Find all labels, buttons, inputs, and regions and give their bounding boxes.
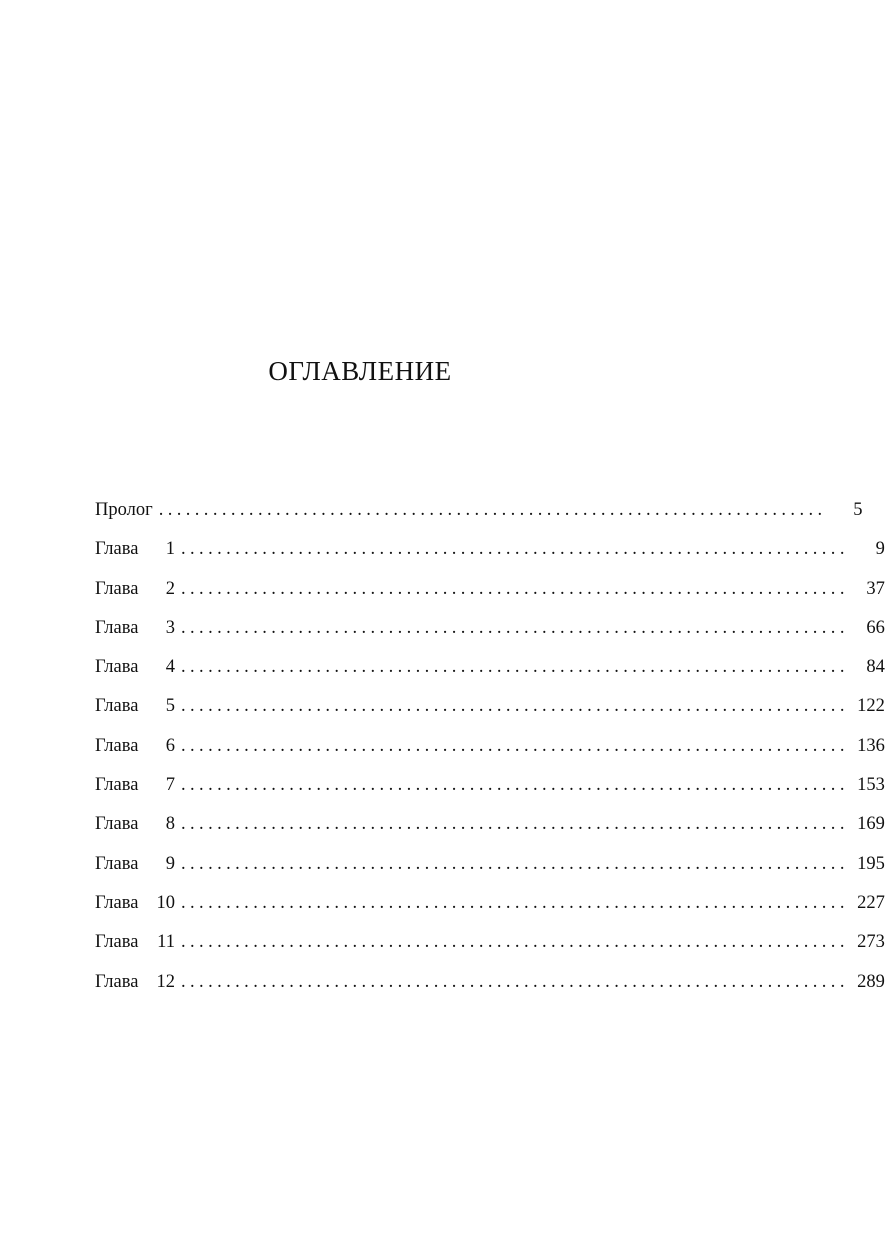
toc-entry-label: Глава	[95, 892, 139, 913]
toc-entry-label: Глава	[95, 696, 139, 717]
toc-entry-label: Глава	[95, 657, 139, 678]
toc-page-number: 84	[866, 657, 885, 678]
toc-page-number: 122	[857, 696, 885, 717]
toc-page-number: 136	[857, 735, 885, 756]
toc-entry-label: Глава	[95, 971, 139, 992]
toc-chapter-number: 8	[165, 814, 175, 835]
toc-entry-label: Глава	[95, 735, 139, 756]
toc-chapter-number: 6	[165, 735, 175, 756]
toc-entry-label: Глава	[95, 539, 139, 560]
toc-entry-prologue	[95, 497, 863, 536]
toc-chapter-number: 4	[165, 657, 175, 678]
toc-dot-leader: ..........................................................................	[181, 696, 849, 717]
toc-page-number: 227	[857, 892, 885, 913]
toc-dot-leader: ..........................................................................	[181, 735, 849, 756]
toc-page-number: 195	[857, 853, 885, 874]
page-title: ОГЛАВЛЕНИЕ	[268, 356, 452, 386]
toc-chapter-number: 1	[165, 539, 175, 560]
toc-dot-leader: ..........................................................................	[181, 617, 849, 638]
toc-dot-leader: ..........................................................................	[181, 775, 849, 796]
toc-entry-chapter-9	[95, 851, 885, 890]
toc-page-number: 169	[857, 814, 885, 835]
toc-entry-chapter-2	[95, 576, 885, 615]
toc-entry-chapter-10	[95, 890, 885, 929]
toc-dot-leader: ..........................................................................	[181, 892, 849, 913]
toc-dot-leader: ..........................................................................	[181, 539, 849, 560]
toc-entry-chapter-3	[95, 615, 885, 654]
toc-chapter-number: 10	[156, 892, 175, 913]
toc-chapter-number: 9	[165, 853, 175, 874]
toc-chapter-number: 5	[165, 696, 175, 717]
toc-dot-leader: ..........................................................................	[158, 500, 827, 520]
toc-entry-label: Глава	[95, 932, 139, 953]
toc-entry-chapter-8	[95, 811, 885, 850]
toc-entry-chapter-4	[95, 654, 885, 693]
toc-dot-leader: ..........................................................................	[181, 932, 849, 953]
toc-entry-label: Глава	[95, 814, 139, 835]
toc-dot-leader: ..........................................................................	[181, 814, 849, 835]
toc-entry-chapter-11	[95, 929, 885, 968]
toc-entry-chapter-6	[95, 733, 885, 772]
toc-chapter-number: 2	[165, 578, 175, 599]
toc-entry-label: Глава	[95, 617, 139, 638]
table-of-contents	[95, 497, 885, 1008]
toc-entry-label: Пролог	[95, 500, 153, 520]
toc-entry-chapter-1	[95, 536, 885, 575]
toc-dot-leader: ..........................................................................	[181, 578, 849, 599]
toc-chapter-number: 7	[165, 775, 175, 796]
toc-page-number: 153	[857, 775, 885, 796]
toc-entry-chapter-7	[95, 772, 885, 811]
toc-entry-chapter-12	[95, 969, 885, 1008]
toc-dot-leader: ..........................................................................	[181, 971, 849, 992]
toc-dot-leader: ..........................................................................	[181, 853, 849, 874]
toc-dot-leader: ..........................................................................	[181, 657, 849, 678]
toc-page-number: 5	[853, 500, 863, 520]
toc-entry-chapter-5	[95, 693, 885, 732]
toc-entry-label: Глава	[95, 775, 139, 796]
toc-page-number: 9	[875, 539, 885, 560]
toc-entry-label: Глава	[95, 853, 139, 874]
toc-chapter-number: 11	[157, 932, 175, 953]
toc-page-number: 37	[866, 578, 885, 599]
toc-chapter-number: 12	[156, 971, 175, 992]
toc-entry-label: Глава	[95, 578, 139, 599]
toc-page-number: 289	[857, 971, 885, 992]
toc-page-number: 273	[857, 932, 885, 953]
toc-chapter-number: 3	[165, 617, 175, 638]
toc-page-number: 66	[866, 617, 885, 638]
